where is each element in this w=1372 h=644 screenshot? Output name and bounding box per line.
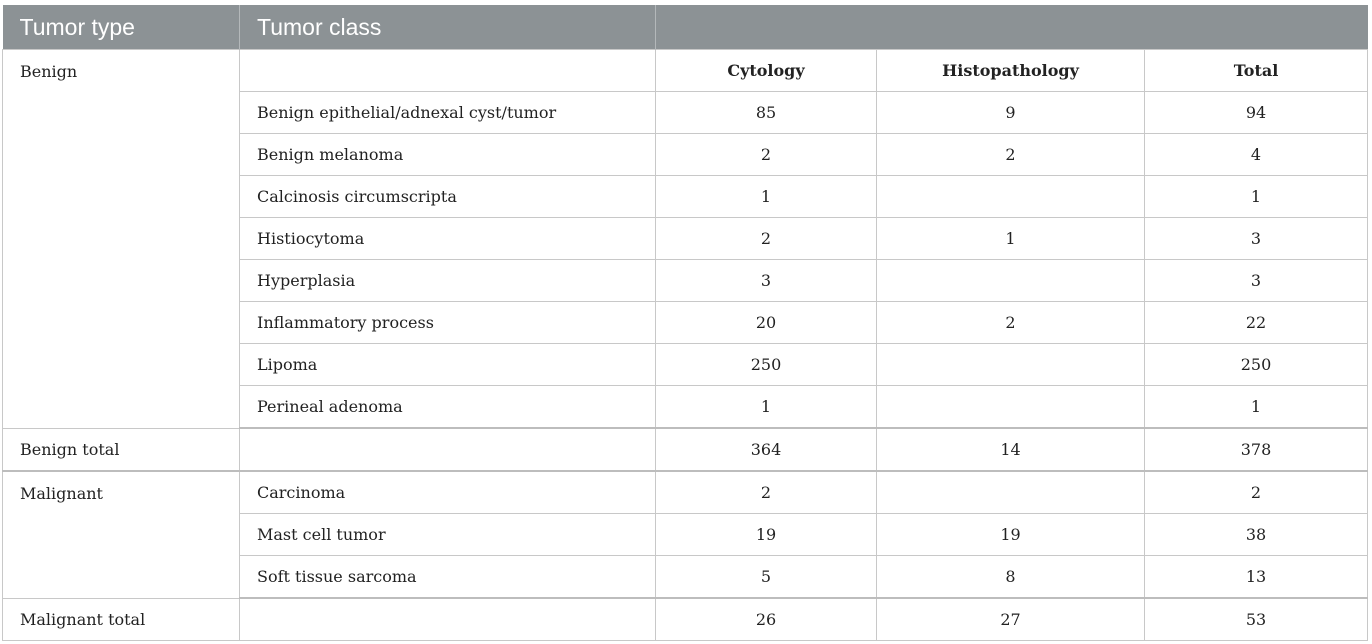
subheader-blank xyxy=(240,50,656,92)
cytology-value: 2 xyxy=(656,134,877,176)
tumor-class: Hyperplasia xyxy=(240,260,656,302)
cytology-value: 20 xyxy=(656,302,877,344)
tumor-class: Histiocytoma xyxy=(240,218,656,260)
subheader-total: Total xyxy=(1145,50,1368,92)
total-value: 22 xyxy=(1145,302,1368,344)
tumor-class: Lipoma xyxy=(240,344,656,386)
histopathology-value: 8 xyxy=(877,556,1145,599)
total-value: 250 xyxy=(1145,344,1368,386)
histopathology-value xyxy=(877,176,1145,218)
histopathology-value xyxy=(877,260,1145,302)
total-value: 378 xyxy=(1145,428,1368,471)
tumor-class: Mast cell tumor xyxy=(240,514,656,556)
total-value: 3 xyxy=(1145,260,1368,302)
total-value: 3 xyxy=(1145,218,1368,260)
tumor-class: Calcinosis circumscripta xyxy=(240,176,656,218)
tumor-class: Benign melanoma xyxy=(240,134,656,176)
cytology-value: 1 xyxy=(656,386,877,429)
tumor-class-blank xyxy=(240,428,656,471)
histopathology-value xyxy=(877,386,1145,429)
tumor-table xyxy=(2,5,1368,641)
histopathology-value: 1 xyxy=(877,218,1145,260)
total-value: 94 xyxy=(1145,92,1368,134)
table-row xyxy=(3,50,1368,92)
cytology-value: 85 xyxy=(656,92,877,134)
cytology-value: 364 xyxy=(656,428,877,471)
table-row xyxy=(3,471,1368,514)
subheader-histopathology: Histopathology xyxy=(877,50,1145,92)
benign-total-label: Benign total xyxy=(3,428,240,471)
total-value: 13 xyxy=(1145,556,1368,599)
cytology-value: 5 xyxy=(656,556,877,599)
cytology-value: 250 xyxy=(656,344,877,386)
tumor-class: Benign epithelial/adnexal cyst/tumor xyxy=(240,92,656,134)
histopathology-value xyxy=(877,344,1145,386)
cytology-value: 2 xyxy=(656,218,877,260)
tumor-class: Carcinoma xyxy=(240,471,656,514)
subheader-cytology: Cytology xyxy=(656,50,877,92)
benign-total-row xyxy=(3,428,1368,471)
tumor-class: Perineal adenoma xyxy=(240,386,656,429)
type-benign: Benign xyxy=(3,50,240,429)
total-value: 4 xyxy=(1145,134,1368,176)
header-blank xyxy=(656,5,1368,50)
total-value: 53 xyxy=(1145,598,1368,641)
histopathology-value: 14 xyxy=(877,428,1145,471)
histopathology-value: 19 xyxy=(877,514,1145,556)
cytology-value: 1 xyxy=(656,176,877,218)
table-header xyxy=(3,5,1368,50)
cytology-value: 19 xyxy=(656,514,877,556)
cytology-value: 3 xyxy=(656,260,877,302)
total-value: 1 xyxy=(1145,386,1368,429)
cytology-value: 26 xyxy=(656,598,877,641)
malignant-total-row xyxy=(3,598,1368,641)
histopathology-value xyxy=(877,471,1145,514)
total-value: 38 xyxy=(1145,514,1368,556)
header-tumor-type: Tumor type xyxy=(3,5,240,50)
tumor-class-blank xyxy=(240,598,656,641)
histopathology-value: 9 xyxy=(877,92,1145,134)
tumor-class: Soft tissue sarcoma xyxy=(240,556,656,599)
total-value: 1 xyxy=(1145,176,1368,218)
histopathology-value: 2 xyxy=(877,134,1145,176)
histopathology-value: 2 xyxy=(877,302,1145,344)
histopathology-value: 27 xyxy=(877,598,1145,641)
tumor-class: Inflammatory process xyxy=(240,302,656,344)
malignant-total-label: Malignant total xyxy=(3,598,240,641)
header-tumor-class: Tumor class xyxy=(240,5,656,50)
type-malignant: Malignant xyxy=(3,471,240,598)
total-value: 2 xyxy=(1145,471,1368,514)
cytology-value: 2 xyxy=(656,471,877,514)
